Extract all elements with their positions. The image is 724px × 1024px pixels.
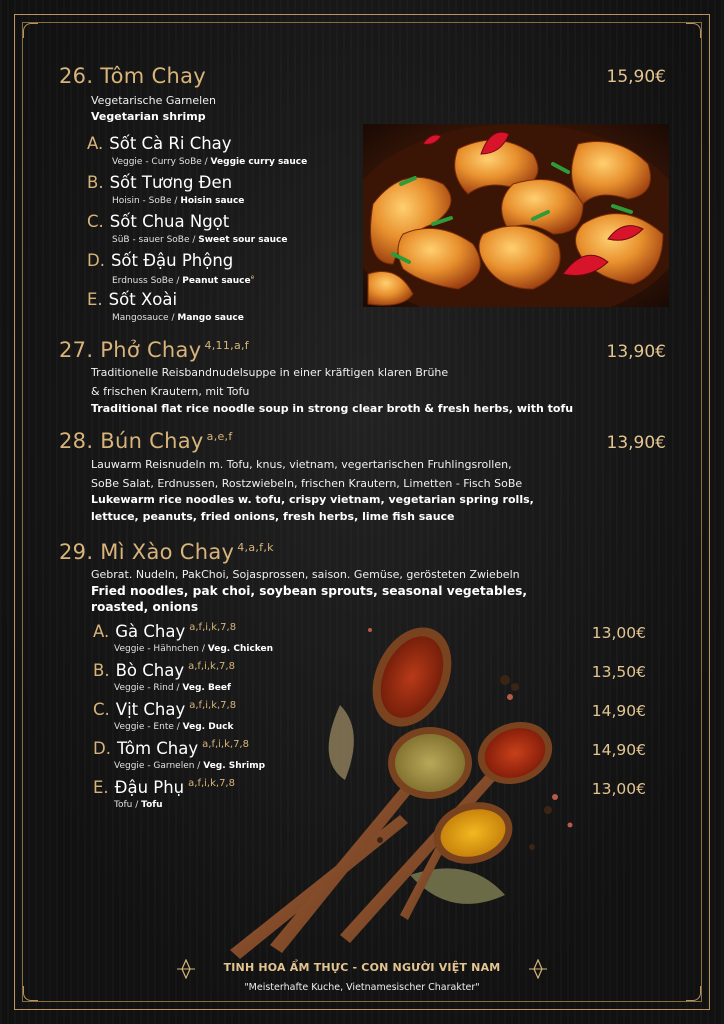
item-29-desc-en-2: roasted, onions (91, 600, 199, 614)
option-letter: C. (93, 700, 110, 719)
item-29-option-c-price: 14,90€ (591, 702, 646, 720)
spice-spoons-illustration (230, 615, 590, 960)
item-26-option-d (87, 251, 254, 286)
option-name: Đậu Phụ (114, 778, 185, 797)
item-27-desc-de-1: Traditionelle Reisbandnudelsuppe in einer kräftigen klaren Brühe (91, 366, 449, 379)
option-letter: B. (87, 173, 104, 192)
option-desc-en: Veg. Beef (182, 683, 231, 693)
option-desc-de: Veggie - Curry SoBe / (112, 157, 208, 167)
option-desc-en: Hoisin sauce (180, 196, 245, 206)
item-28-desc-de-1: Lauwarm Reisnudeln m. Tofu, knus, vietnam, vegertarischen Fruhlingsrollen, (91, 458, 512, 471)
option-desc-en: Veg. Shrimp (203, 761, 266, 771)
option-name: Sốt Tương Đen (109, 173, 233, 192)
option-letter: E. (87, 290, 103, 309)
footer-title: TINH HOA ẨM THỰC - CON NGƯỜI VIỆT NAM (223, 961, 501, 974)
item-29-desc-de: Gebrat. Nudeln, PakChoi, Sojasprossen, saison. Gemüse, gerösteten Zwiebeln (91, 568, 520, 581)
option-desc-en: Sweet sour sauce (198, 235, 288, 245)
option-desc-de: Veggie - Ente / (114, 722, 180, 732)
option-desc-de: Veggie - Garnelen / (114, 761, 201, 771)
item-27-price: 13,90€ (606, 342, 666, 362)
item-28-allergens: a,e,f (206, 430, 233, 443)
item-26-desc-en: Vegetarian shrimp (91, 110, 206, 123)
item-29-desc-en-1: Fried noodles, pak choi, soybean sprouts, seasonal vegetables, (91, 584, 527, 598)
option-letter: B. (93, 661, 110, 680)
option-desc-en: Peanut sauce (182, 276, 251, 286)
option-desc-de: Mangosauce / (112, 313, 175, 323)
item-28-desc-en-2: lettuce, peanuts, fried onions, fresh herbs, lime fish sauce (91, 510, 455, 523)
option-desc-de: Veggie - Hähnchen / (114, 644, 205, 654)
option-desc-de: Hoisin - SoBe / (112, 196, 178, 206)
footer-subtitle: "Meisterhafte Kuche, Vietnamesischer Charakter" (244, 982, 480, 993)
option-name: Sốt Cà Ri Chay (109, 134, 232, 153)
diamond-ornament-icon (528, 959, 548, 979)
vegetarian-shrimp-photo (363, 124, 669, 307)
option-desc-de: Tofu / (114, 800, 139, 810)
item-29-option-d (93, 739, 265, 771)
option-desc-en: Mango sauce (177, 313, 244, 323)
option-name: Sốt Chua Ngọt (109, 212, 230, 231)
item-29-option-d-price: 14,90€ (591, 741, 646, 759)
option-allergens: a,f,i,k,7,8 (189, 700, 237, 711)
item-28-name: 28. Bún Chay (59, 429, 204, 453)
option-desc-en: Tofu (141, 800, 163, 810)
item-26-option-a (87, 134, 307, 167)
option-name: Bò Chay (115, 661, 185, 680)
item-29-allergens: 4,a,f,k (237, 541, 274, 554)
option-letter: D. (93, 739, 111, 758)
item-27-desc-en: Traditional flat rice noodle soup in strong clear broth & fresh herbs, with tofu (91, 402, 574, 415)
item-26-option-e (87, 290, 244, 323)
allergen-mark: e (250, 274, 255, 281)
item-26-title (59, 64, 206, 88)
item-26-desc-de: Vegetarische Garnelen (91, 94, 216, 107)
item-27-desc-de-2: & frischen Krautern, mit Tofu (91, 385, 250, 398)
item-29-option-b-price: 13,50€ (591, 663, 646, 681)
item-26-option-c (87, 212, 288, 245)
item-26-price: 15,90€ (606, 67, 666, 87)
option-letter: A. (87, 134, 104, 153)
item-28-desc-en-1: Lukewarm rice noodles w. tofu, crispy vietnam, vegetarian spring rolls, (91, 493, 534, 506)
item-29-name: 29. Mì Xào Chay (59, 540, 235, 564)
option-name: Gà Chay (115, 622, 186, 641)
option-allergens: a,f,i,k,7,8 (189, 622, 237, 633)
option-name: Sốt Xoài (108, 290, 178, 309)
item-28-desc-de-2: SoBe Salat, Erdnussen, Rostzwiebeln, frischen Krautern, Limetten - Fisch SoBe (91, 477, 523, 490)
item-29-option-a (93, 622, 273, 654)
item-26-name: 26. Tôm Chay (59, 64, 207, 88)
option-desc-en: Veg. Chicken (207, 644, 274, 654)
item-28-price: 13,90€ (606, 433, 666, 453)
item-27-name: 27. Phở Chay (59, 338, 202, 362)
item-26-option-b (87, 173, 244, 206)
item-29-option-e-price: 13,00€ (591, 780, 646, 798)
item-29-option-b (93, 661, 235, 693)
option-letter: A. (93, 622, 110, 641)
option-name: Vịt Chay (115, 700, 186, 719)
option-desc-de: Erdnuss SoBe / (112, 276, 180, 286)
option-desc-de: SüB - sauer SoBe / (112, 235, 196, 245)
option-name: Sốt Đậu Phộng (110, 251, 234, 270)
option-letter: C. (87, 212, 104, 231)
option-desc-en: Veggie curry sauce (210, 157, 308, 167)
option-allergens: a,f,i,k,7,8 (188, 778, 235, 789)
item-29-option-a-price: 13,00€ (591, 624, 646, 642)
item-28-title (59, 429, 233, 453)
option-allergens: a,f,i,k,7,8 (188, 661, 235, 672)
option-desc-en: Veg. Duck (182, 722, 234, 732)
item-29-option-e (93, 778, 235, 810)
item-29-option-c (93, 700, 236, 732)
item-27-allergens: 4,11,a,f (204, 339, 249, 352)
option-desc-de: Veggie - Rind / (114, 683, 180, 693)
option-letter: D. (87, 251, 105, 270)
item-27-title (59, 338, 249, 362)
option-allergens: a,f,i,k,7,8 (202, 739, 249, 750)
option-letter: E. (93, 778, 109, 797)
option-name: Tôm Chay (116, 739, 199, 758)
item-29-title (59, 540, 274, 564)
